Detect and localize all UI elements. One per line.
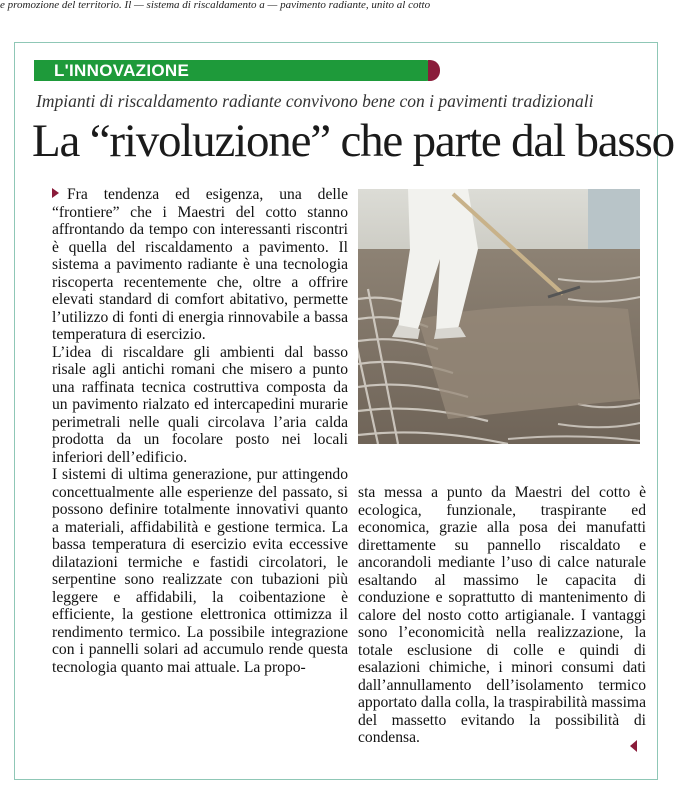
paragraph: sta messa a punto da Maestri del cotto è ecologica, funzionale, traspirante ed economica, grazie alla posa dei manufatti direttamente su pannello riscaldato e ancorandoli mediante l’uso di calce naturale esaltando al massimo le capacita di conduzione e soprattutto di mantenimento di calore del nosto cotto artigianale. I vantaggi sono l’economicità nella realizzazione, la totale esclusione di colle e quindi di esalazioni chimiche, i minori consumi dati dall’annullamento dell’isolamento termico apportato dalla colla, la traspirabilità massima del massetto evitando la possibilità di condensa. — [358, 484, 646, 746]
section-label: L'INNOVAZIONE — [54, 61, 190, 80]
article-column-left — [52, 186, 348, 676]
paragraph — [52, 186, 348, 344]
article-column-right — [358, 484, 646, 747]
paragraph: L’idea di riscaldare gli ambienti dal basso risale agli antichi romani che misero a punto una raffinata tecnica costruttiva composta da un pavimento rialzato ed intercapedini murarie perimetrali nelle quali circolava l’aria calda prodotta da un focolare posto nei locali inferiori dell’edificio. — [52, 343, 348, 466]
article-subtitle: Impianti di riscaldamento radiante convivono bene con i pavimenti tradizionali — [36, 91, 594, 111]
section-label-bar — [34, 60, 436, 81]
article-end-marker-icon — [630, 740, 637, 752]
photo-floor-heating-installation-icon — [358, 189, 640, 444]
article-photo — [358, 189, 640, 444]
article-start-marker-icon — [52, 188, 59, 198]
article-headline: La “rivoluzione” che parte dal basso — [32, 115, 674, 167]
previous-article-snippet: e promozione del territorio. Il — sistema di riscaldamento a — pavimento radiante, unito al cotto — [0, 0, 431, 11]
paragraph: I sistemi di ultima generazione, pur attingendo concettualmente alle esperienze del passato, si possono definire totalmente innovativi quanto a materiali, affidabilità e gestione termica. La bassa temperatura di esercizio evita eccessive dilatazioni termiche e fastidi circolatori, le serpentine sono realizzate con tubazioni più leggere e affidabili, la coibentazione è efficiente, la gestione elettronica ottimizza il rendimento termico. La possibile integrazione con i pannelli solari ad accumulo rende questa tecnologia quanto mai attuale. La propo- — [52, 466, 348, 676]
paragraph-text: Fra tendenza ed esigenza, una delle “frontiere” che i Maestri del cotto stanno affrontando da tempo con interessanti riscontri è quella del riscaldamento a pavimento. Il sistema a pavimento radiante è una tecnologia riscoperta recentemente che, oltre a offrire elevati standard di comfort abitativo, permette l’utilizzo di fonti di energia rinnovabile a bassa temperatura di esercizio. — [52, 186, 348, 343]
